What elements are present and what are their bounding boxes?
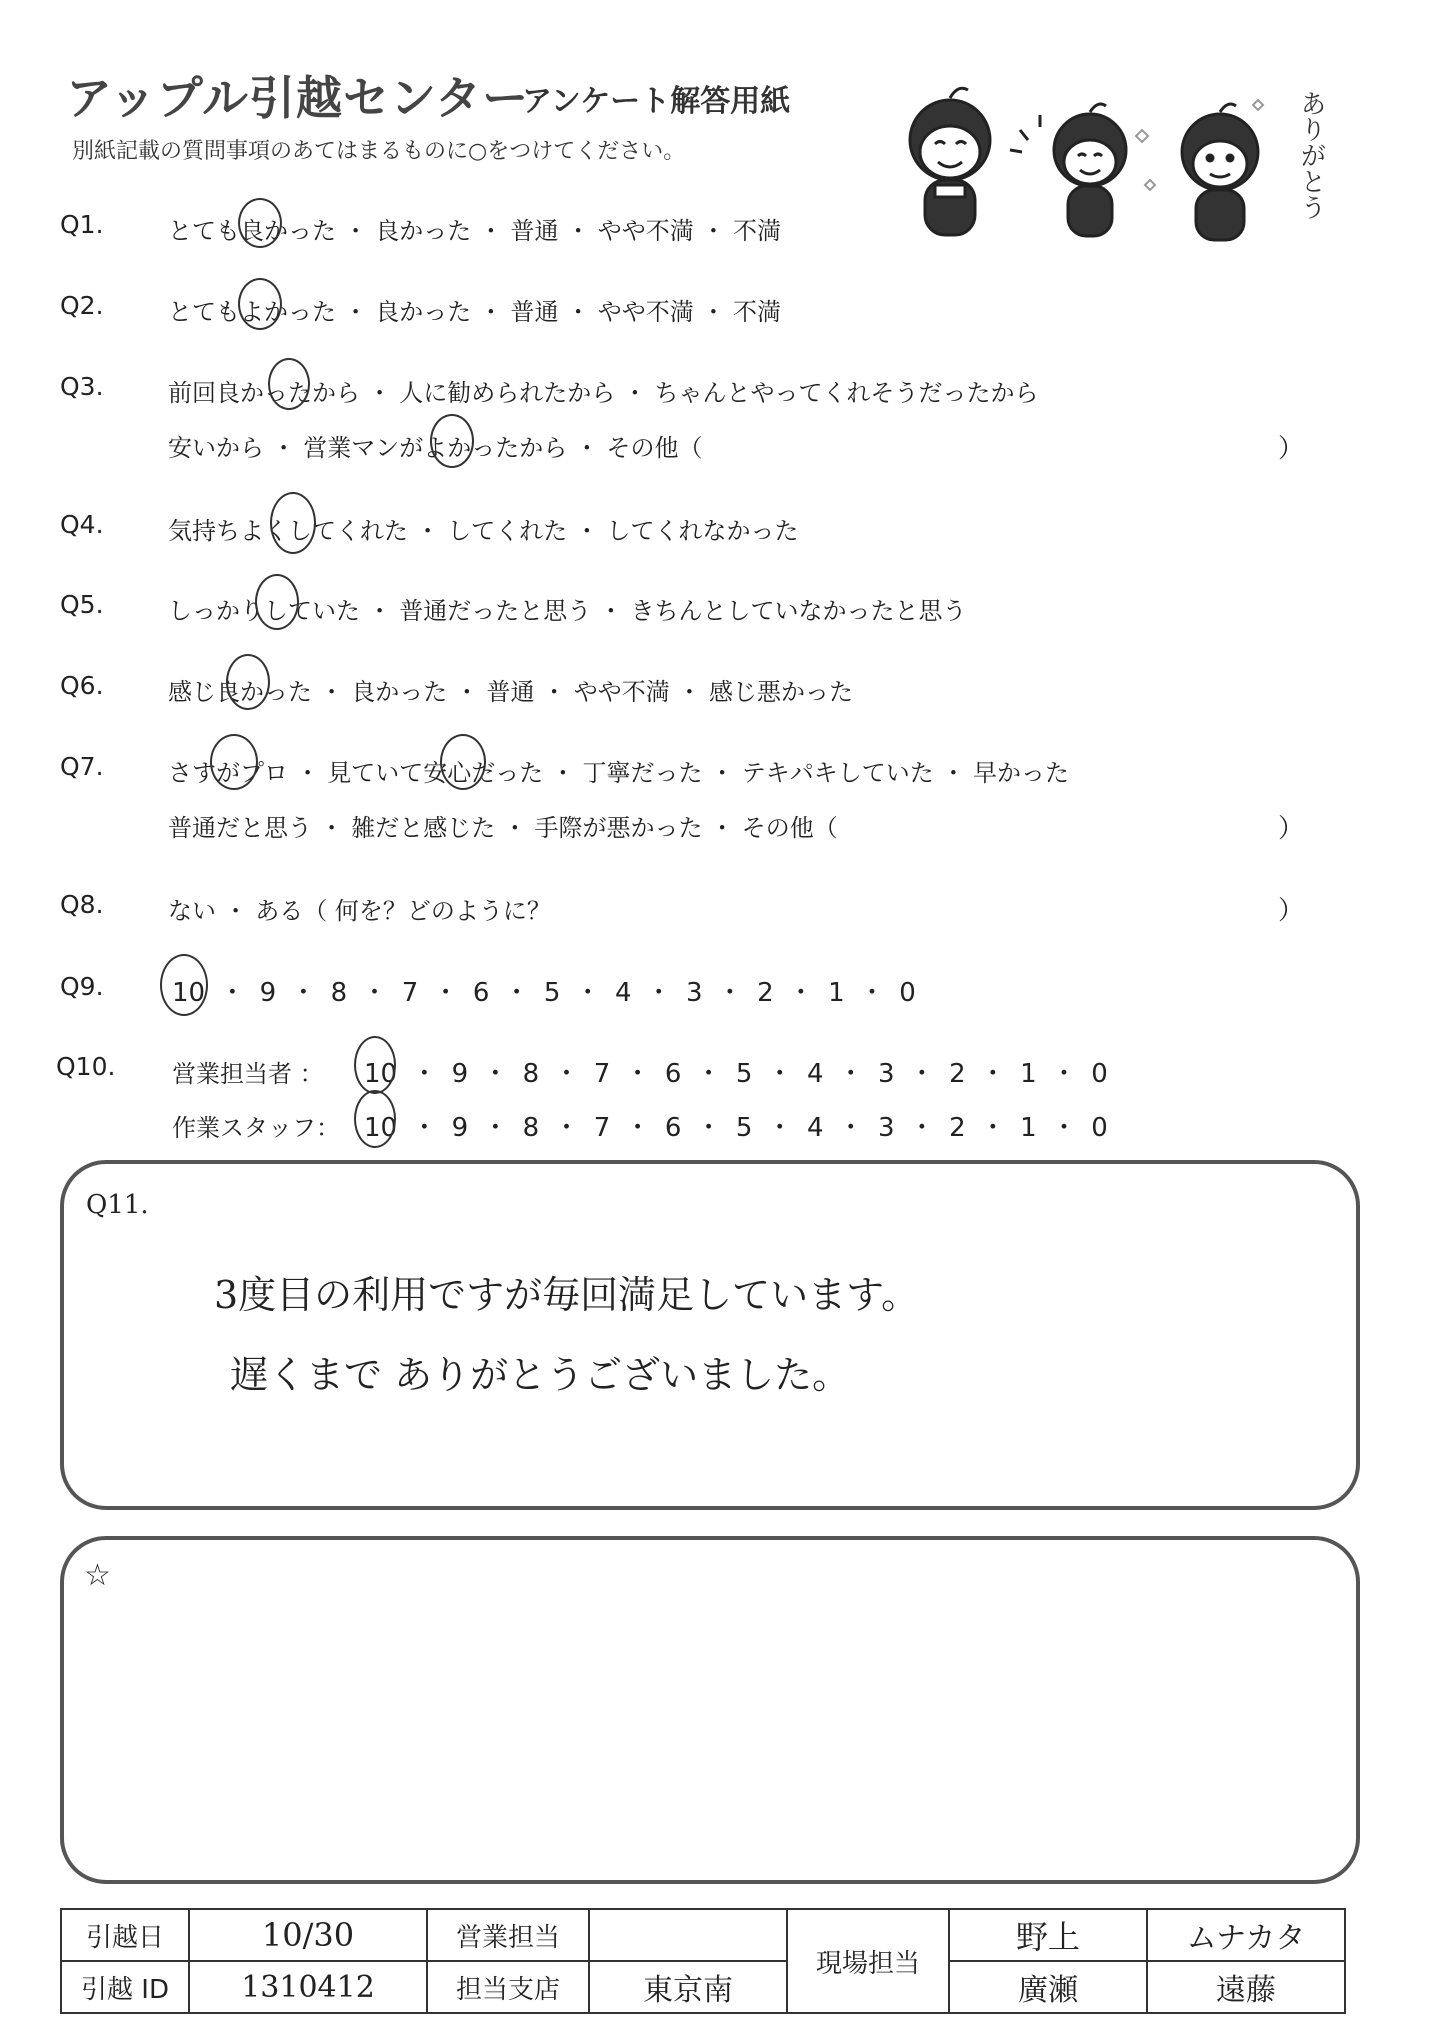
page-subtitle: アンケート解答用紙	[522, 84, 791, 119]
move-date-label: 引越日	[61, 1909, 189, 1961]
q3-options-line2[interactable]: 安いから ・ 営業マンがよかったから ・ その他（	[168, 434, 703, 462]
move-id-value: 1310412	[189, 1961, 427, 2013]
mascot-illustration	[880, 70, 1350, 260]
instruction-text: 別紙記載の質問事項のあてはまるものに○をつけてください。	[72, 139, 686, 164]
q9-selected-circle	[160, 954, 208, 1016]
q6-options[interactable]: 感じ良かった ・ 良かった ・ 普通 ・ やや不満 ・ 感じ悪かった	[168, 678, 854, 706]
q4-selected-circle	[270, 492, 316, 554]
q11-label: Q11.	[86, 1190, 149, 1220]
q7-label: Q7.	[60, 752, 104, 781]
q3-selected-circle-1	[268, 358, 310, 410]
q10-sales-label: 営業担当者 ：	[172, 1060, 324, 1088]
q7-selected-circle-1	[210, 734, 258, 790]
q3-label: Q3.	[60, 372, 104, 401]
q9-label: Q9.	[60, 972, 104, 1001]
star-label: ☆	[84, 1558, 111, 1593]
q5-options[interactable]: しっかりしていた ・ 普通だったと思う ・ きちんとしていなかったと思う	[168, 597, 967, 625]
site-label: 現場担当	[787, 1909, 949, 2013]
q11-comment-line1: 3度目の利用ですが毎回満足しています。	[214, 1273, 920, 1317]
move-date-value: 10/30	[189, 1909, 427, 1961]
page-title: アップル引越センター	[66, 71, 530, 125]
q10-staff-label: 作業スタッフ：	[172, 1114, 340, 1142]
q4-options[interactable]: 気持ちよくしてくれた ・ してくれた ・ してくれなかった	[168, 517, 799, 545]
q2-options[interactable]: とてもよかった ・ 良かった ・ 普通 ・ やや不満 ・ 不満	[168, 298, 782, 326]
star-comment-box	[60, 1536, 1360, 1884]
q3-selected-circle-2	[430, 414, 474, 468]
q10-sales-selected-circle	[354, 1036, 396, 1094]
q7-options-line1[interactable]: さすがプロ ・ 見ていて安心だった ・ 丁寧だった ・ テキパキしていた ・ 早かった	[168, 759, 1070, 787]
q6-selected-circle	[226, 654, 270, 710]
site-staff-2: ムナカタ	[1147, 1909, 1345, 1961]
q10-staff-selected-circle	[354, 1090, 396, 1148]
site-staff-1: 野上	[949, 1909, 1147, 1961]
q4-label: Q4.	[60, 510, 104, 539]
branch-value: 東京南	[589, 1961, 787, 2013]
info-table	[60, 1908, 1346, 2014]
q9-scale[interactable]: 10 ・ 9 ・ 8 ・ 7 ・ 6 ・ 5 ・ 4 ・ 3 ・ 2 ・ 1 ・ 0	[172, 978, 916, 1008]
q2-label: Q2.	[60, 291, 104, 320]
q1-options[interactable]: とても良かった ・ 良かった ・ 普通 ・ やや不満 ・ 不満	[168, 217, 782, 245]
q7-options-line2[interactable]: 普通だと思う ・ 雑だと感じた ・ 手際が悪かった ・ その他（	[168, 814, 838, 842]
q6-label: Q6.	[60, 671, 104, 700]
move-id-label: 引越 ID	[61, 1961, 189, 2013]
q10-label: Q10.	[56, 1052, 116, 1081]
q10-staff-scale[interactable]: 10 ・ 9 ・ 8 ・ 7 ・ 6 ・ 5 ・ 4 ・ 3 ・ 2 ・ 1 ・ 0	[364, 1113, 1108, 1143]
q11-comment-box	[60, 1160, 1360, 1510]
q1-label: Q1.	[60, 210, 104, 239]
q11-comment-line2: 遅くまで ありがとうございました。	[230, 1353, 851, 1397]
q1-selected-circle	[238, 198, 282, 248]
q10-sales-scale[interactable]: 10 ・ 9 ・ 8 ・ 7 ・ 6 ・ 5 ・ 4 ・ 3 ・ 2 ・ 1 ・ 0	[364, 1059, 1108, 1089]
q2-selected-circle	[238, 278, 282, 330]
branch-label: 担当支店	[427, 1961, 589, 2013]
mascot-caption: ありがとう	[1296, 90, 1326, 220]
q7-close-paren: ）	[1278, 814, 1305, 844]
q8-options[interactable]: ない ・ ある（ 何を？どのように？	[168, 897, 551, 925]
site-staff-4: 遠藤	[1147, 1961, 1345, 2013]
sales-label: 営業担当	[427, 1909, 589, 1961]
q3-options-line1[interactable]: 前回良かったから ・ 人に勧められたから ・ ちゃんとやってくれそうだったから	[168, 379, 1039, 407]
site-staff-3: 廣瀬	[949, 1961, 1147, 2013]
q5-selected-circle	[255, 574, 299, 630]
q8-label: Q8.	[60, 890, 104, 919]
q3-close-paren: ）	[1278, 434, 1305, 464]
q8-close-paren: ）	[1278, 896, 1305, 926]
q5-label: Q5.	[60, 590, 104, 619]
q7-selected-circle-2	[440, 734, 486, 790]
sales-value	[589, 1909, 787, 1961]
